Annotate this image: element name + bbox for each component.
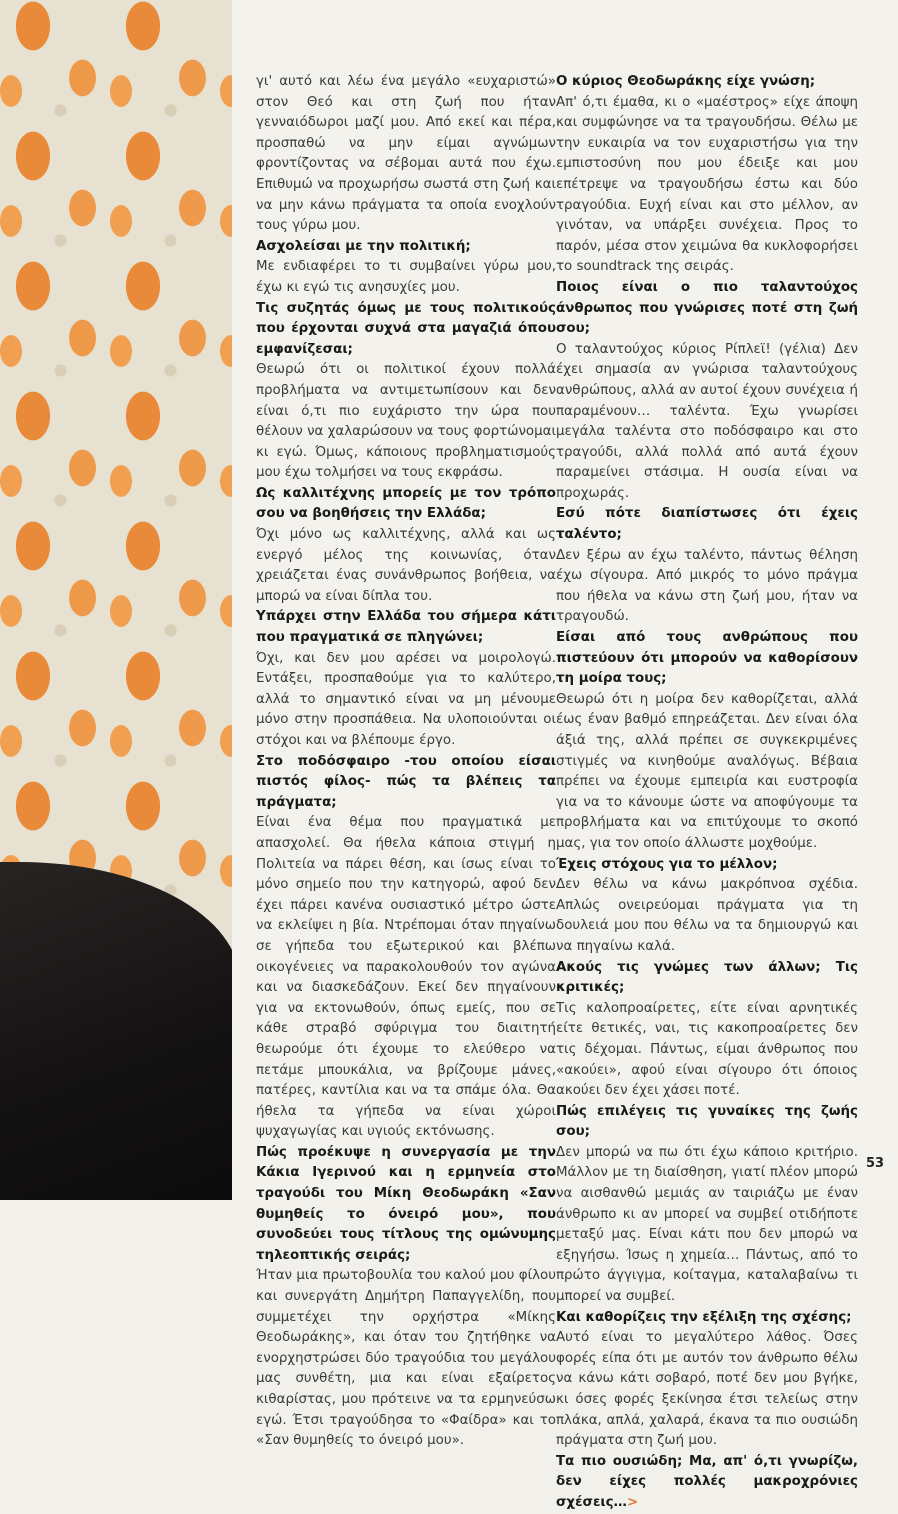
interview-question: Ποιος είναι ο πιο ταλαντούχος άνθρωπος που γνώρισες ποτέ στη ζωή σου; bbox=[556, 279, 858, 337]
interview-question: Είσαι από τους ανθρώπους που πιστεύουν ότι μπορούν να καθορίσουν τη μοίρα τους; bbox=[556, 630, 858, 687]
interview-answer: Θεωρώ ότι οι πολιτικοί έχουν πολλά προβλήματα να αντιμετωπίσουν και δεν είναι ό,τι πιο ευχάριστο την ώρα που θέλουν να χαλαρώσουν να τους φορτώνομαι κι εγώ. Όμως, κάποιους προβληματισμούς μου έχω τολμήσει να τους εκφράσω. bbox=[256, 362, 556, 481]
continuation-mark: > bbox=[626, 1494, 639, 1510]
interview-question: Υπάρχει στην Ελλάδα του σήμερα κάτι που πραγματικά σε πληγώνει; bbox=[256, 609, 556, 646]
interview-question: Εσύ πότε διαπίστωσες ότι έχεις ταλέντο; bbox=[556, 506, 858, 543]
interview-answer: Ο ταλαντούχος κύριος Ρίπλεϊ! (γέλια) Δεν έχει σημασία αν γνώρισα ταλαντούχους ανθρώπους, αλλά αν αυτοί έχουν συνέχεια ή παραμένουν… ταλέντα. Έχω γνωρίσει μεγάλα ταλέντα στο ποδόσφαιρο και στο τραγούδι, αλλά πολλά από αυτά έχουν παραμείνει στάσιμα. Η ουσία είναι να προχωράς. bbox=[556, 341, 858, 501]
interview-question: Τα πιο ουσιώδη; Μα, απ' ό,τι γνωρίζω, δεν είχες πολλές μακροχρόνιες σχέσεις…> bbox=[556, 1453, 858, 1510]
interview-answer: Δεν μπορώ να πω ότι έχω κάποιο κριτήριο. Μάλλον με τη διαίσθηση, γιατί πλέον μπορώ να αισθανθώ μεμιάς αν ταιριάζω με έναν άνθρωπο κι αν μπορεί να συμβεί οτιδήποτε μεταξύ μας. Είναι κάτι που δεν μπορώ να εξηγήσω. Ίσως η χημεία… Πάντως, από το πρώτο άγγιγμα, κοίταγμα, καταλαβαίνω τι μπορεί να συμβεί. bbox=[556, 1144, 858, 1305]
right-text-column bbox=[556, 72, 858, 1514]
interview-answer: Δεν θέλω να κάνω μακρόπνοα σχέδια. Απλώς ονειρεύομαι πράγματα για τη δουλειά μου που θέλω να τα δημιουργώ και να πηγαίνω καλά. bbox=[556, 877, 858, 954]
interview-answer: γι' αυτό και λέω ένα μεγάλο «ευχαριστώ» στον Θεό και στη ζωή που ήταν γενναιόδωροι μαζί μου. Από εκεί και πέρα, προσπαθώ να μην είμαι αγνώμων φροντίζοντας να σέβομαι αυτά που έχω. Επιθυμώ να προχωρήσω σωστά στη ζωή και να μην κάνω πράγματα τα οποία ενοχλούν τους γύρω μου. bbox=[256, 74, 556, 234]
interview-question: Στο ποδόσφαιρο -του οποίου είσαι πιστός φίλος- πώς τα βλέπεις τα πράγματα; bbox=[256, 753, 556, 810]
interview-answer: Είναι ένα θέμα που πραγματικά με απασχολεί. Θα ήθελα κάποια στιγμή η Πολιτεία να πάρει θέση, και ίσως είναι το μόνο σημείο που την κατηγορώ, αφού δεν έχει πάρει κανένα ουσιαστικό μέτρο ώστε να εκλείψει η βία. Ντρέπομαι όταν πηγαίνω σε γήπεδα του εξωτερικού και βλέπω οικογένειες να παρακολουθούν τον αγώνα και να διασκεδάζουν. Εκεί δεν πηγαίνουν για να εκτονωθούν, όπως εμείς, που σε κάθε στραβό σφύριγμα του διαιτητή θεωρούμε ότι έχουμε το ελεύθερο να πετάμε μπουκάλια, να βρίζουμε μάνες, πατέρες, καντίλια και να τα σπάμε όλα. Θα ήθελα τα γήπεδα να είναι χώροι ψυχαγωγίας και υγιούς εκτόνωσης. bbox=[256, 815, 556, 1140]
interview-answer: Όχι, και δεν μου αρέσει να μοιρολογώ. Εντάξει, προσπαθούμε για το καλύτερο, αλλά το σημαντικό είναι να μη μένουμε μόνο στην προσπάθεια. Να υλοποιούνται οι στόχοι και να βλέπουμε έργο. bbox=[256, 650, 556, 748]
interview-question: Τις συζητάς όμως με τους πολιτικούς που έρχονται συχνά στα μαγαζιά όπου εμφανίζεσαι; bbox=[256, 300, 556, 357]
interview-question: Ακούς τις γνώμες των άλλων; Τις κριτικές; bbox=[556, 959, 858, 996]
leather-jacket-shape bbox=[0, 862, 232, 1200]
interview-answer: Δεν ξέρω αν έχω ταλέντο, πάντως θέληση έχω σίγουρα. Από μικρός το μόνο πράγμα που ήθελα να κάνω στη ζωή μου, ήταν να τραγουδώ. bbox=[556, 547, 858, 625]
left-text-column bbox=[256, 72, 556, 1452]
wallpaper-photo bbox=[0, 0, 232, 1200]
interview-answer: Με ενδιαφέρει το τι συμβαίνει γύρω μου, έχω κι εγώ τις ανησυχίες μου. bbox=[256, 259, 556, 295]
interview-answer: Απ' ό,τι έμαθα, κι ο «μαέστρος» είχε άποψη και συμφώνησε να τα τραγουδήσω. Θέλω με την ευκαιρία να τον ευχαριστήσω για την εμπιστοσύνη που μου έδειξε και μου επέτρεψε να τραγουδήσω έστω και δύο τραγούδια. Ευχή είναι και στο μέλλον, αν γινόταν, να υπάρξει συνέχεια. Προς το παρόν, μέσα στον χειμώνα θα κυκλοφορήσει το soundtrack της σειράς. bbox=[556, 94, 858, 275]
interview-question: Πώς προέκυψε η συνεργασία με την Κάκια Ιγερινού και η ερμηνεία στο τραγούδι του Μίκη Θεοδωράκη «Σαν θυμηθείς το όνειρό μου», που συνοδεύει τους τίτλους της ομώνυμης τηλεοπτικής σειράς; bbox=[256, 1144, 556, 1263]
interview-answer: Αυτό είναι το μεγαλύτερο λάθος. Όσες φορές είπα ότι με αυτόν τον άνθρωπο θέλω να κάνω κάτι σοβαρό, ποτέ δεν μου βγήκε, κι όσες φορές ξεκίνησα έτσι τελείως στην πλάκα, απλά, χαλαρά, έκανα τα πιο ουσιώδη πράγματα στη ζωή μου. bbox=[556, 1330, 858, 1449]
interview-question: Έχεις στόχους για το μέλλον; bbox=[556, 856, 778, 872]
interview-question: Πώς επιλέγεις τις γυναίκες της ζωής σου; bbox=[556, 1103, 858, 1140]
interview-question: Και καθορίζεις την εξέλιξη της σχέσης; bbox=[556, 1309, 852, 1325]
interview-answer: Ήταν μια πρωτοβουλία του καλού μου φίλου και συνεργάτη Δημήτρη Παπαγγελίδη, που συμμετέχει την ορχήστρα «Μίκης Θεοδωράκης», και όταν του ζητήθηκε να ενορχηστρώσει δύο τραγούδια του μεγάλου μας συνθέτη, μια και είναι εξαίρετος κιθαρίστας, μου πρότεινε να τα ερμηνεύσω εγώ. Έτσι τραγούδησα το «Φαίδρα» και το «Σαν θυμηθείς το όνειρό μου». bbox=[256, 1268, 556, 1449]
page-number: 53 bbox=[866, 1156, 885, 1171]
interview-question: Ως καλλιτέχνης μπορείς με τον τρόπο σου να βοηθήσεις την Ελλάδα; bbox=[256, 485, 556, 522]
interview-answer: Όχι μόνο ως καλλιτέχνης, αλλά και ως ενεργό μέλος της κοινωνίας, όταν χρειάζεται ένας συνάνθρωπος βοήθεια, να μπορώ να είναι δίπλα του. bbox=[256, 527, 556, 604]
interview-answer: Τις καλοπροαίρετες, είτε είναι αρνητικές είτε θετικές, ναι, τις κακοπροαίρετες δεν τις δέχομαι. Πάντως, είμαι άνθρωπος που «ακούει», αφού είναι σίγουρο ότι όποιος ακούει δεν έχει χάσει ποτέ. bbox=[556, 1000, 858, 1099]
interview-question: Ασχολείσαι με την πολιτική; bbox=[256, 238, 471, 254]
interview-question: Ο κύριος Θεοδωράκης είχε γνώση; bbox=[556, 74, 816, 89]
interview-answer: Θεωρώ ότι η μοίρα δεν καθορίζεται, αλλά έως έναν βαθμό επηρεάζεται. Δεν είναι όλα άξιά της, αλλά πρέπει σε συγκεκριμένες στιγμές να κινηθούμε αναλόγως. Βέβαια πρέπει να έχουμε εμπειρία και ευστροφία για να το κάνουμε ώστε να αποφύγουμε τα προβλήματα και να επιτύχουμε το σκοπό μας, για τον οποίο άλλωστε μοχθούμε. bbox=[556, 691, 858, 851]
